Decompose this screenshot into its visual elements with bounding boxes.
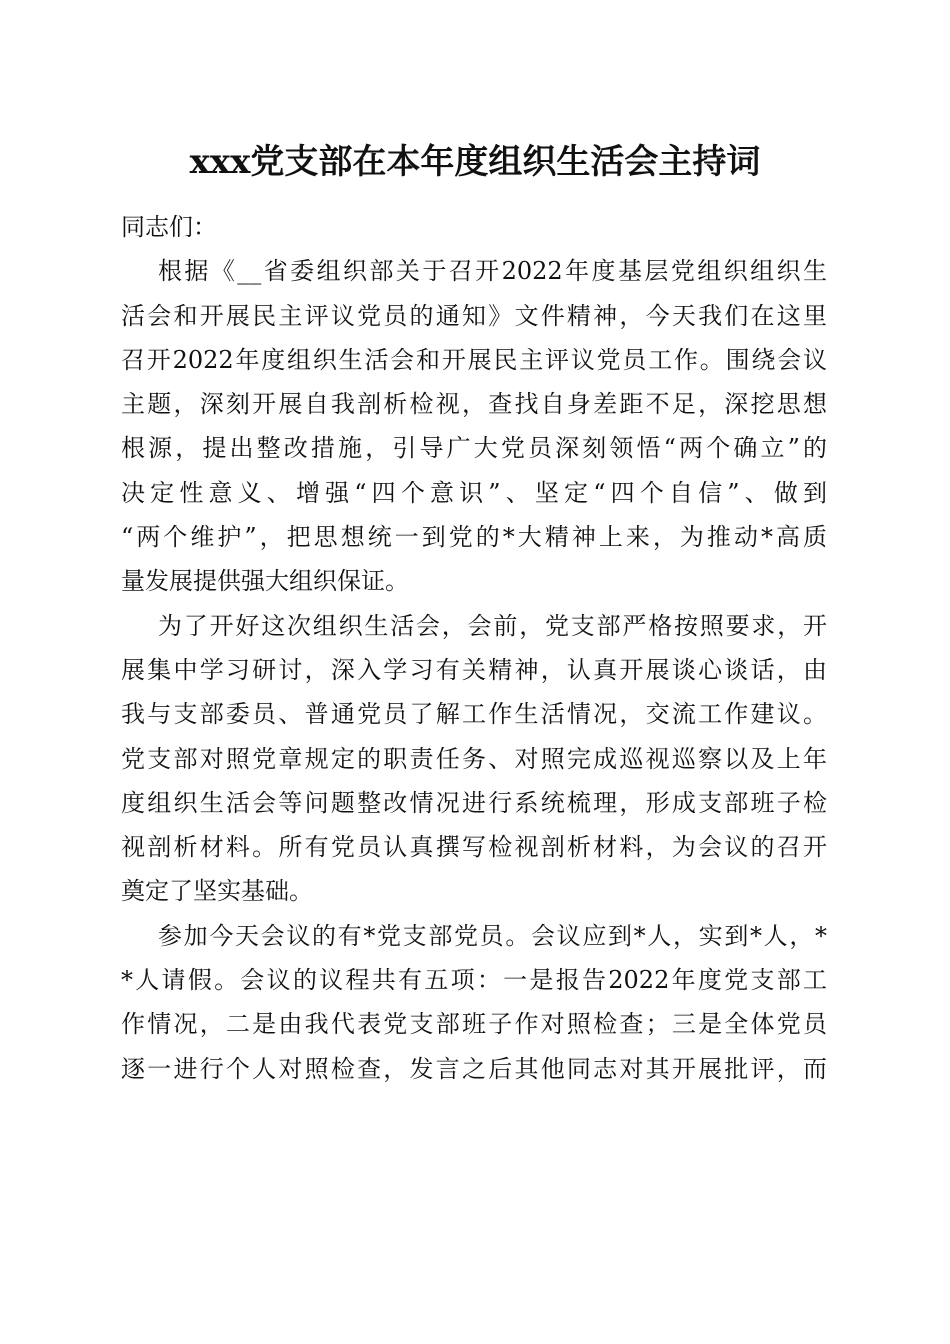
- paragraph-1: [121, 249, 827, 603]
- text-line: 奠定了坚实基础。: [121, 877, 313, 906]
- text-line: 党支部对照党章规定的职责任务、对照完成巡视巡察以及上年: [121, 744, 827, 773]
- document-title: xxx党支部在本年度组织生活会主持词: [189, 142, 761, 182]
- text-line: 作情况，二是由我代表党支部班子作对照检查；三是全体党员: [121, 1010, 827, 1039]
- text-line: 量发展提供强大组织保证。: [121, 567, 409, 596]
- text-line: 决定性意义、增强“四个意识”、坚定“四个自信”、做到: [121, 478, 827, 507]
- salutation: 同志们：: [121, 213, 217, 241]
- text-line: *人请假。会议的议程共有五项：一是报告2022年度党支部工: [121, 966, 827, 995]
- document-body: [121, 205, 827, 1091]
- text-line: 展集中学习研讨，深入学习有关精神，认真开展谈心谈话，由: [121, 655, 827, 684]
- text-line: 度组织生活会等问题整改情况进行系统梳理，形成支部班子检: [121, 788, 827, 817]
- paragraph-2: [121, 604, 827, 914]
- text-line: 主题，深刻开展自我剖析检视，查找自身差距不足，深挖思想: [121, 390, 827, 419]
- text-line: 视剖析材料。所有党员认真撰写检视剖析材料，为会议的召开: [121, 833, 827, 862]
- text-line: “两个维护”，把思想统一到党的*大精神上来，为推动*高质: [121, 523, 827, 552]
- text-line: 逐一进行个人对照检查，发言之后其他同志对其开展批评，而: [121, 1054, 827, 1083]
- text-line: 活会和开展民主评议党员的通知》文件精神，今天我们在这里: [121, 301, 827, 330]
- text-line: 我与支部委员、普通党员了解工作生活情况，交流工作建议。: [121, 700, 827, 729]
- text-line: 根据《__省委组织部关于召开2022年度基层党组织组织生: [158, 257, 827, 286]
- text-line: 参加今天会议的有*党支部党员。会议应到*人，实到*人，*: [158, 921, 827, 950]
- text-line: 召开2022年度组织生活会和开展民主评议党员工作。围绕会议: [121, 345, 827, 374]
- text-line: 为了开好这次组织生活会，会前，党支部严格按照要求，开: [158, 611, 827, 640]
- text-line: 根源，提出整改措施，引导广大党员深刻领悟“两个确立”的: [121, 434, 827, 463]
- paragraph-3: [121, 914, 827, 1091]
